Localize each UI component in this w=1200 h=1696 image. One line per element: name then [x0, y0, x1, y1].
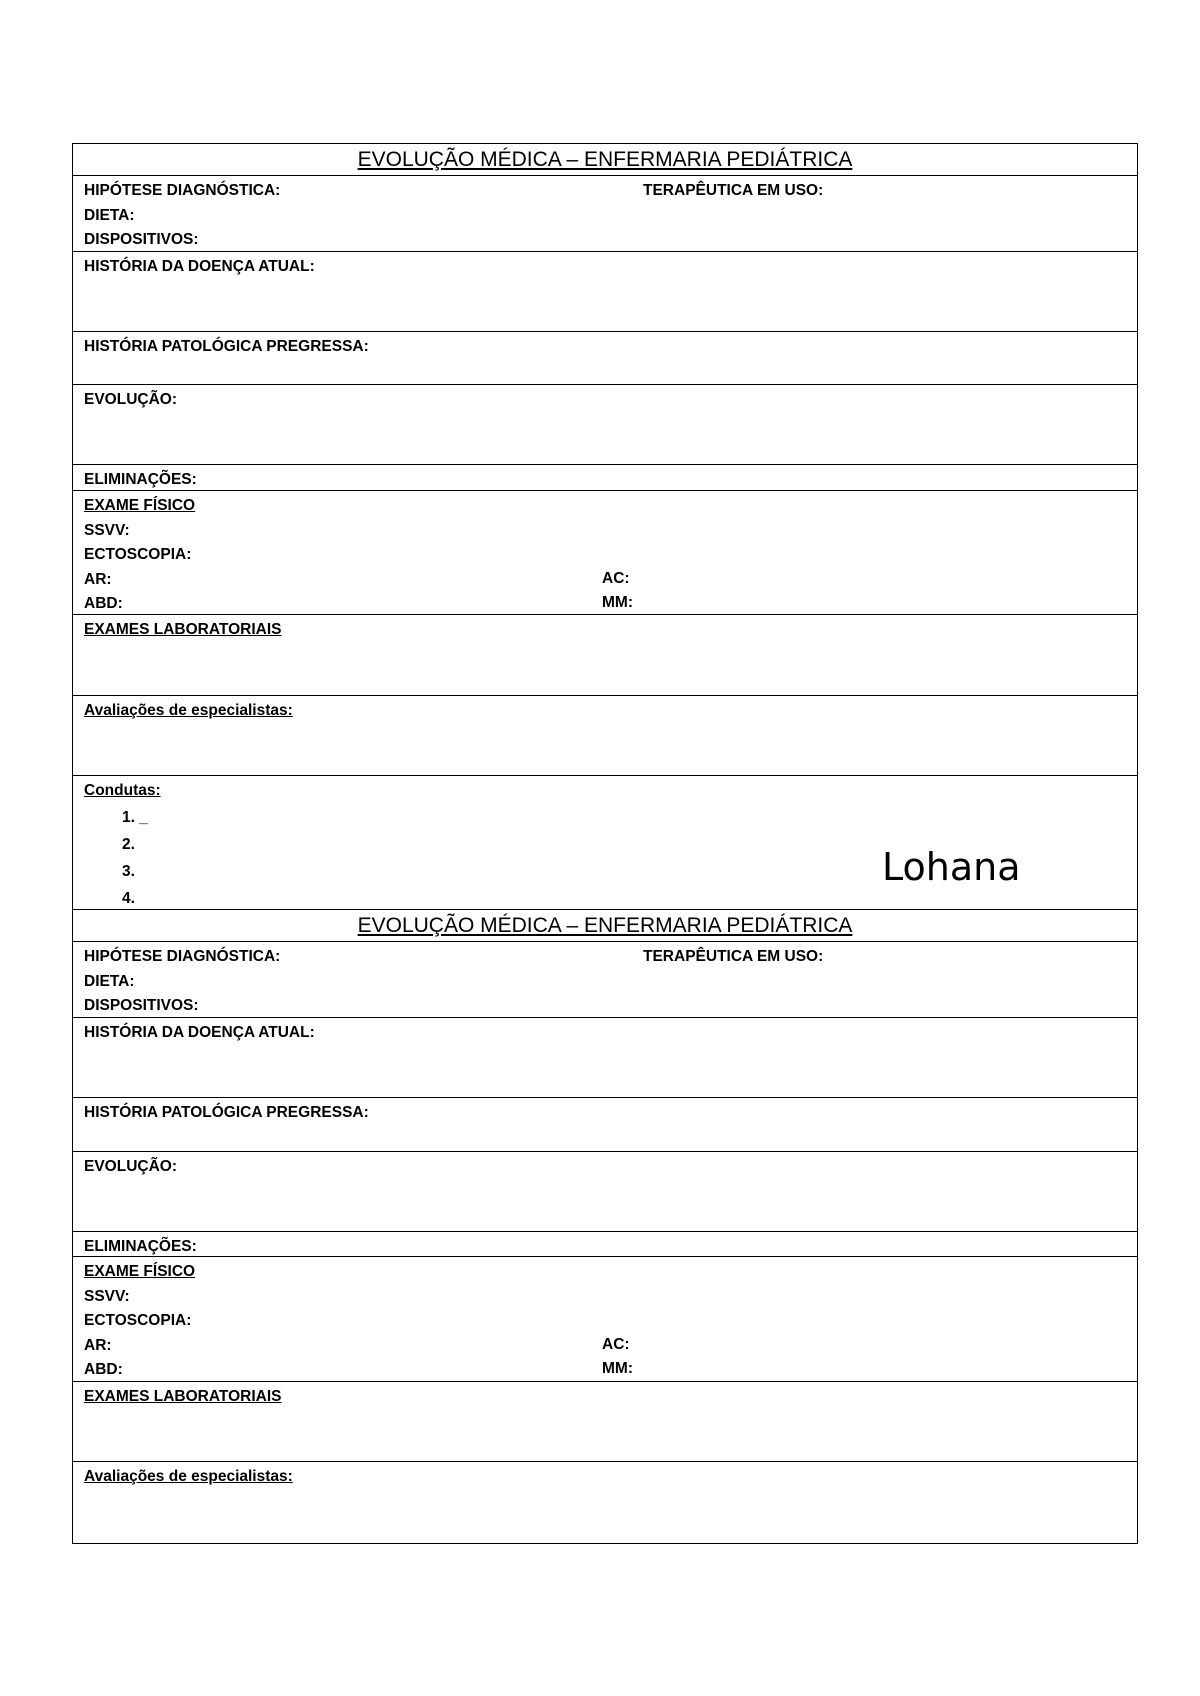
ac-label: AC:	[602, 570, 630, 587]
hipotese-label: HIPÓTESE DIAGNÓSTICA:	[84, 182, 281, 199]
ssvv-label: SSVV:	[84, 1287, 130, 1305]
form-title: EVOLUÇÃO MÉDICA – ENFERMARIA PEDIÁTRICA	[357, 914, 853, 937]
dispositivos-label: DISPOSITIVOS:	[84, 997, 199, 1014]
conduta-item-1: 1. _	[122, 808, 148, 826]
exame-fisico-label: EXAME FÍSICO	[84, 1263, 196, 1280]
exames-lab-label: EXAMES LABORATORIAIS	[84, 621, 282, 638]
form-title: EVOLUÇÃO MÉDICA – ENFERMARIA PEDIÁTRICA	[357, 148, 853, 171]
hda-section	[73, 252, 1137, 332]
exames-lab-section	[73, 615, 1137, 696]
evolucao-label: EVOLUÇÃO:	[84, 1158, 177, 1175]
exame-fisico-section	[73, 1257, 1137, 1382]
mm-label: MM:	[602, 1360, 633, 1377]
evolucao-label: EVOLUÇÃO:	[84, 391, 177, 408]
hpp-label: HISTÓRIA PATOLÓGICA PREGRESSA:	[84, 1104, 369, 1121]
evolucao-section	[73, 1152, 1137, 1232]
condutas-label: Condutas:	[84, 782, 161, 799]
exame-fisico-section	[73, 491, 1137, 615]
dieta-label: DIETA:	[84, 206, 135, 224]
evolucao-section	[73, 385, 1137, 465]
ectoscopia-label: ECTOSCOPIA:	[84, 1312, 192, 1329]
hda-label: HISTÓRIA DA DOENÇA ATUAL:	[84, 1024, 315, 1041]
dieta-label: DIETA:	[84, 972, 135, 990]
conduta-item-2: 2.	[122, 835, 135, 853]
exames-lab-label: EXAMES LABORATORIAIS	[84, 1388, 282, 1405]
hpp-section	[73, 1098, 1137, 1152]
signature-text: Lohana	[882, 845, 1021, 889]
hda-label: HISTÓRIA DA DOENÇA ATUAL:	[84, 258, 315, 275]
evolution-form-2	[72, 910, 1138, 1544]
avaliacoes-section	[73, 1462, 1137, 1542]
dispositivos-label: DISPOSITIVOS:	[84, 231, 199, 248]
abd-label: ABD:	[84, 1361, 123, 1378]
avaliacoes-section	[73, 696, 1137, 776]
terapeutica-label: TERAPÊUTICA EM USO:	[643, 182, 824, 199]
eliminacoes-label: ELIMINAÇÕES:	[84, 1238, 197, 1255]
form-title-row	[73, 910, 1137, 942]
ssvv-label: SSVV:	[84, 521, 130, 539]
conduta-item-3: 3.	[122, 862, 135, 880]
avaliacoes-label: Avaliações de especialistas:	[84, 702, 293, 719]
evolution-form-1	[72, 143, 1138, 910]
ectoscopia-label: ECTOSCOPIA:	[84, 546, 192, 563]
eliminacoes-section	[73, 465, 1137, 491]
ar-label: AR:	[84, 1336, 112, 1354]
hda-section	[73, 1018, 1137, 1098]
hpp-label: HISTÓRIA PATOLÓGICA PREGRESSA:	[84, 338, 369, 355]
conduta-item-4: 4.	[122, 889, 135, 907]
diagnosis-section	[73, 942, 1137, 1018]
abd-label: ABD:	[84, 595, 123, 612]
avaliacoes-label: Avaliações de especialistas:	[84, 1468, 293, 1485]
eliminacoes-label: ELIMINAÇÕES:	[84, 471, 197, 488]
ar-label: AR:	[84, 570, 112, 588]
eliminacoes-section	[73, 1232, 1137, 1257]
mm-label: MM:	[602, 594, 633, 611]
hipotese-label: HIPÓTESE DIAGNÓSTICA:	[84, 948, 281, 965]
exames-lab-section	[73, 1382, 1137, 1462]
hpp-section	[73, 332, 1137, 385]
form-title-row	[73, 144, 1137, 176]
exame-fisico-label: EXAME FÍSICO	[84, 497, 196, 514]
ac-label: AC:	[602, 1336, 630, 1353]
diagnosis-section	[73, 176, 1137, 252]
terapeutica-label: TERAPÊUTICA EM USO:	[643, 948, 824, 965]
